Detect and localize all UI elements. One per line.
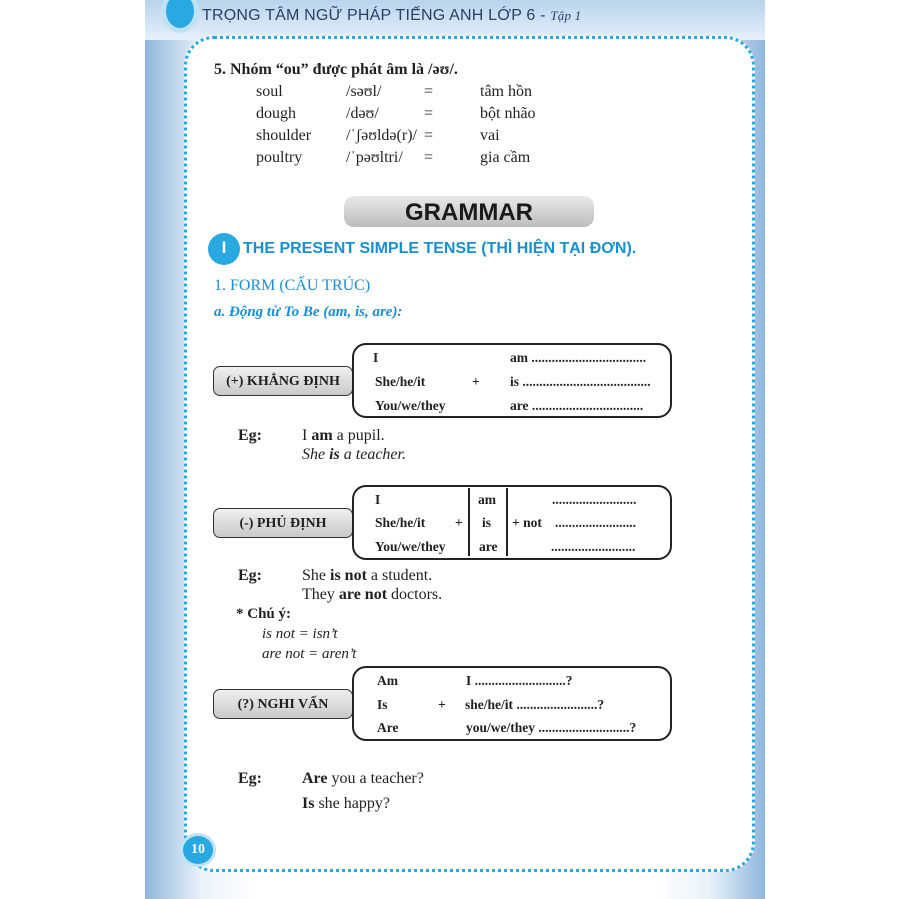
ipa: /dəʊ/ [346,105,379,122]
negative-tag: (-) PHỦ ĐỊNH [213,508,353,538]
word: poultry [256,149,303,166]
meaning: bột nhão [480,105,536,122]
equals-sign: = [424,127,434,144]
verb-form: am [478,492,496,507]
ipa: /ˈʃəʊldə(r)/ [346,127,417,144]
verb-form: are ................................. [510,398,644,413]
question-tag: (?) NGHI VẤN [213,689,353,719]
blank-dots: ......................... [552,492,637,507]
subject: I [373,350,379,365]
section-marker: I [208,233,240,265]
plus-sign: + [438,697,446,712]
example-sentence: She is a teacher. [302,446,406,463]
meaning: tâm hồn [480,83,532,100]
verb-form: is [482,515,492,530]
verb-form: are [479,539,498,554]
plus-sign: + [472,374,480,389]
eg-label: Eg: [238,567,262,584]
subject: She/he/it [375,374,426,389]
ipa: /ˈpəʊltri/ [346,149,403,166]
grammar-title: GRAMMAR [405,199,533,226]
word: soul [256,83,283,100]
subject: I [375,492,381,507]
not-label: + not [512,515,542,530]
example-sentence: I am a pupil. [302,427,385,444]
subject: You/we/they [375,398,446,413]
equals-sign: = [424,149,434,166]
header-title [202,7,581,25]
verb-form: is ...................................... [510,374,651,389]
verb-form: Am [377,673,398,688]
subject: she/he/it ........................? [465,697,605,712]
form-subheading: a. Động từ To Be (am, is, are): [214,304,403,320]
subject: you/we/they ...........................? [466,720,637,735]
example-sentence: She is not a student. [302,567,433,584]
subject: She/he/it [375,515,426,530]
divider [468,488,470,556]
ipa: /səʊl/ [346,83,382,100]
word: dough [256,105,296,122]
verb-form: Is [377,697,388,712]
word: shoulder [256,127,312,144]
book-title: TRỌNG TÂM NGỮ PHÁP TIẾNG ANH LỚP 6 - [202,7,546,24]
meaning: gia cầm [480,149,531,166]
example-sentence: They are not doctors. [302,586,443,603]
eg-label: Eg: [238,427,262,444]
meaning: vai [480,127,500,144]
blank-dots: ........................ [555,515,636,530]
example-sentence: Is she happy? [302,795,390,812]
divider [506,488,508,556]
equals-sign: = [424,83,434,100]
affirmative-tag: (+) KHẲNG ĐỊNH [213,366,353,396]
eg-label: Eg: [238,770,262,787]
contraction-note: are not = aren’t [262,646,357,662]
example-sentence: Are you a teacher? [302,770,424,787]
equals-sign: = [424,105,434,122]
page-number: 10 [180,833,216,867]
contraction-note: is not = isn’t [262,626,338,642]
verb-form: Are [377,720,399,735]
form-heading: 1. FORM (CẤU TRÚC) [214,277,371,294]
pronunciation-heading: 5. Nhóm “ou” được phát âm là /əʊ/. [214,61,458,78]
plus-sign: + [455,515,463,530]
section-title: THE PRESENT SIMPLE TENSE (THÌ HIỆN TẠI ĐƠN). [243,240,637,257]
blank-dots: ......................... [551,539,636,554]
verb-form: am .................................. [510,350,647,365]
subject: I ...........................? [466,673,573,688]
note-label: * Chú ý: [236,606,292,622]
volume-label: Tập 1 [550,8,582,23]
subject: You/we/they [375,539,446,554]
